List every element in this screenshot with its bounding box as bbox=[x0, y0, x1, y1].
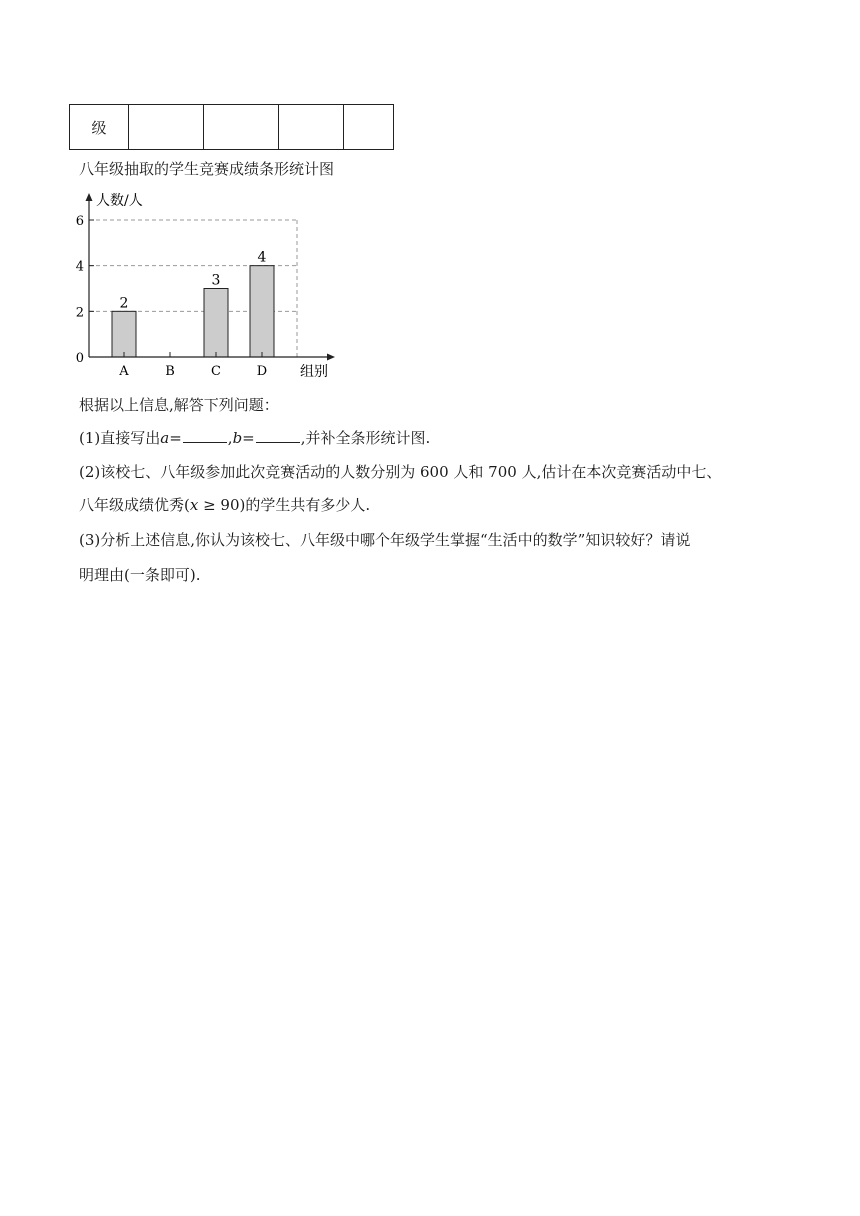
question-2-line-2 bbox=[79, 494, 370, 516]
table-cell bbox=[279, 105, 344, 150]
table-row-label: 级 bbox=[70, 105, 129, 150]
x-axis-label: 组别 bbox=[300, 364, 328, 380]
question-2-line-1: (2)该校七、八年级参加此次竞赛活动的人数分别为 600 人和 700 人,估计在本次竞赛活动中七、 bbox=[79, 463, 722, 481]
equals-sign: = bbox=[242, 429, 255, 447]
x-axis-arrow-icon bbox=[327, 354, 335, 361]
data-label-A: 2 bbox=[119, 295, 129, 312]
score-table-fragment bbox=[69, 104, 394, 150]
x-tick-label-A: A bbox=[119, 364, 129, 379]
y-tick-label: 4 bbox=[75, 259, 84, 275]
y-tick-label: 2 bbox=[75, 305, 84, 321]
question-3-line-2: 明理由(一条即可). bbox=[79, 566, 201, 584]
question-1-prefix: (1)直接写出 bbox=[79, 429, 161, 447]
question-2-line-2-suffix: )的学生共有多少人. bbox=[239, 496, 371, 514]
variable-b: b bbox=[232, 429, 243, 447]
question-2-line-2-prefix: 八年级成绩优秀( bbox=[79, 496, 190, 514]
bar-C bbox=[204, 289, 228, 358]
chart-title: 八年级抽取的学生竞赛成绩条形统计图 bbox=[79, 160, 335, 178]
variable-x: x bbox=[189, 496, 199, 514]
separator: , bbox=[227, 429, 233, 447]
score-condition: ≥ 90 bbox=[198, 496, 240, 514]
question-3-line-1: (3)分析上述信息,你认为该校七、八年级中哪个年级学生掌握“生活中的数学”知识较好？请说 bbox=[79, 531, 691, 549]
x-tick-label-C: C bbox=[211, 364, 221, 379]
y-tick-label: 6 bbox=[75, 214, 84, 229]
variable-a: a bbox=[160, 429, 170, 447]
table-cell bbox=[129, 105, 204, 150]
bar-D bbox=[250, 266, 274, 357]
y-axis-label: 人数/人 bbox=[96, 193, 143, 209]
answer-blank-a[interactable] bbox=[183, 428, 227, 443]
y-tick-label: 0 bbox=[75, 351, 84, 366]
table-cell bbox=[344, 105, 394, 150]
x-tick-label-B: B bbox=[165, 364, 175, 379]
y-axis-arrow-icon bbox=[86, 193, 93, 201]
table-cell bbox=[204, 105, 279, 150]
data-label-D: 4 bbox=[257, 249, 267, 266]
table-row bbox=[70, 105, 394, 150]
equals-sign: = bbox=[169, 429, 182, 447]
data-label-C: 3 bbox=[211, 272, 221, 289]
questions-intro: 根据以上信息,解答下列问题： bbox=[79, 396, 279, 414]
x-tick-label-D: D bbox=[256, 364, 268, 379]
answer-blank-b[interactable] bbox=[256, 428, 300, 443]
bar-chart bbox=[60, 186, 350, 382]
question-1 bbox=[79, 427, 430, 449]
question-1-suffix: ,并补全条形统计图. bbox=[300, 429, 431, 447]
bar-A bbox=[112, 311, 136, 357]
